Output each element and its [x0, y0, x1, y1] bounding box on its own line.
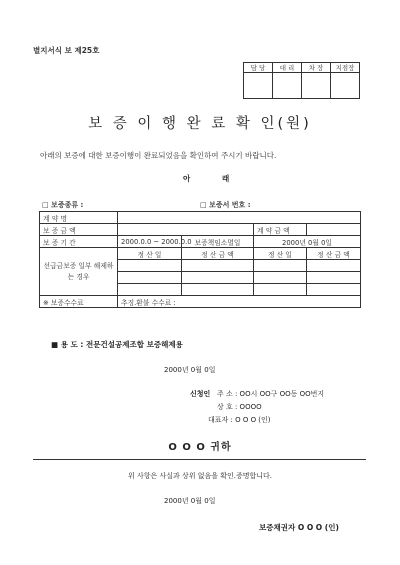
- guarantee-amount-value[interactable]: [118, 224, 254, 236]
- below-heading-right: 래: [222, 174, 230, 183]
- below-heading-left: 아: [183, 174, 191, 183]
- contract-name-value[interactable]: [118, 212, 361, 224]
- settle-cell[interactable]: [307, 284, 361, 296]
- contract-name-label: 계 약 명: [40, 212, 118, 224]
- settle-cell[interactable]: [118, 284, 182, 296]
- guarantee-type-label: □ 보증종류 :: [42, 201, 84, 209]
- approval-header-staff: 담 당: [244, 63, 273, 73]
- guarantee-period-label: 보 증 기 간: [40, 236, 118, 248]
- guarantee-period-value: 2000.0.0 ~ 2000.0.0: [118, 236, 182, 248]
- applicant-label: 신청인: [190, 390, 211, 398]
- approval-sign-cell[interactable]: [331, 73, 360, 99]
- applicant-address: 주 소 : OO시 OO구 OO동 OO번지: [217, 390, 325, 398]
- form-number: 별지서식 보 제25호: [33, 46, 100, 55]
- approval-sign-cell[interactable]: [273, 73, 302, 99]
- settle-cell[interactable]: [182, 272, 254, 284]
- settle-date-header: 정 산 일: [254, 248, 307, 260]
- guarantee-details-table: [39, 211, 361, 308]
- settle-date-header: 정 산 일: [118, 248, 182, 260]
- settle-cell[interactable]: [254, 272, 307, 284]
- applicant-company: 상 호 : OOOO: [217, 403, 262, 411]
- approval-header-branch-head: 지점장: [331, 63, 360, 73]
- liability-end-value: 2000년 0월 0일: [254, 236, 361, 248]
- applicant-representative: 대표자 : O O O (인): [208, 416, 271, 424]
- guarantor-line: 보증채권자 O O O (인): [259, 523, 339, 532]
- fee-label: ※ 보증수수료: [40, 296, 118, 308]
- certification-date: 2000년 0월 0일: [164, 497, 216, 505]
- settle-cell[interactable]: [182, 260, 254, 272]
- certificate-number-label: □ 보증서 번호 :: [200, 201, 251, 209]
- contract-amount-value[interactable]: [307, 224, 361, 236]
- approval-header-manager: 차 장: [302, 63, 331, 73]
- settle-amount-header: 정 산 금 액: [307, 248, 361, 260]
- settle-cell[interactable]: [182, 284, 254, 296]
- contract-amount-label: 계 약 금 액: [254, 224, 307, 236]
- guarantee-amount-label: 보 증 금 액: [40, 224, 118, 236]
- settle-cell[interactable]: [254, 260, 307, 272]
- liability-end-label: 보증책임소멸일: [182, 236, 254, 248]
- advance-guarantee-label: 선급금보증 일부 해제하는 경우: [40, 248, 118, 296]
- document-title: 보 증 이 행 완 료 확 인(원): [88, 116, 312, 132]
- settle-cell[interactable]: [307, 260, 361, 272]
- settle-cell[interactable]: [307, 272, 361, 284]
- application-date: 2000년 0월 0일: [164, 366, 216, 374]
- approval-box: [243, 62, 360, 99]
- intro-text: 아래의 보증에 대한 보증이행이 완료되었음을 확인하여 주시기 바랍니다.: [40, 151, 277, 160]
- settle-cell[interactable]: [118, 260, 182, 272]
- approval-sign-cell[interactable]: [302, 73, 331, 99]
- settle-amount-header: 정 산 금 액: [182, 248, 254, 260]
- settle-cell[interactable]: [254, 284, 307, 296]
- fee-value: 추징.환불 수수료 :: [118, 296, 361, 308]
- section-divider: [33, 459, 366, 460]
- settle-cell[interactable]: [118, 272, 182, 284]
- receiver-line: O O O 귀하: [168, 442, 232, 453]
- purpose-line: ■ 용 도 : 전문건설공제조합 보증해제용: [51, 340, 183, 349]
- certification-text: 위 사항은 사실과 상위 없음을 확인.증명합니다.: [127, 472, 273, 480]
- approval-header-deputy: 대 리: [273, 63, 302, 73]
- approval-sign-cell[interactable]: [244, 73, 273, 99]
